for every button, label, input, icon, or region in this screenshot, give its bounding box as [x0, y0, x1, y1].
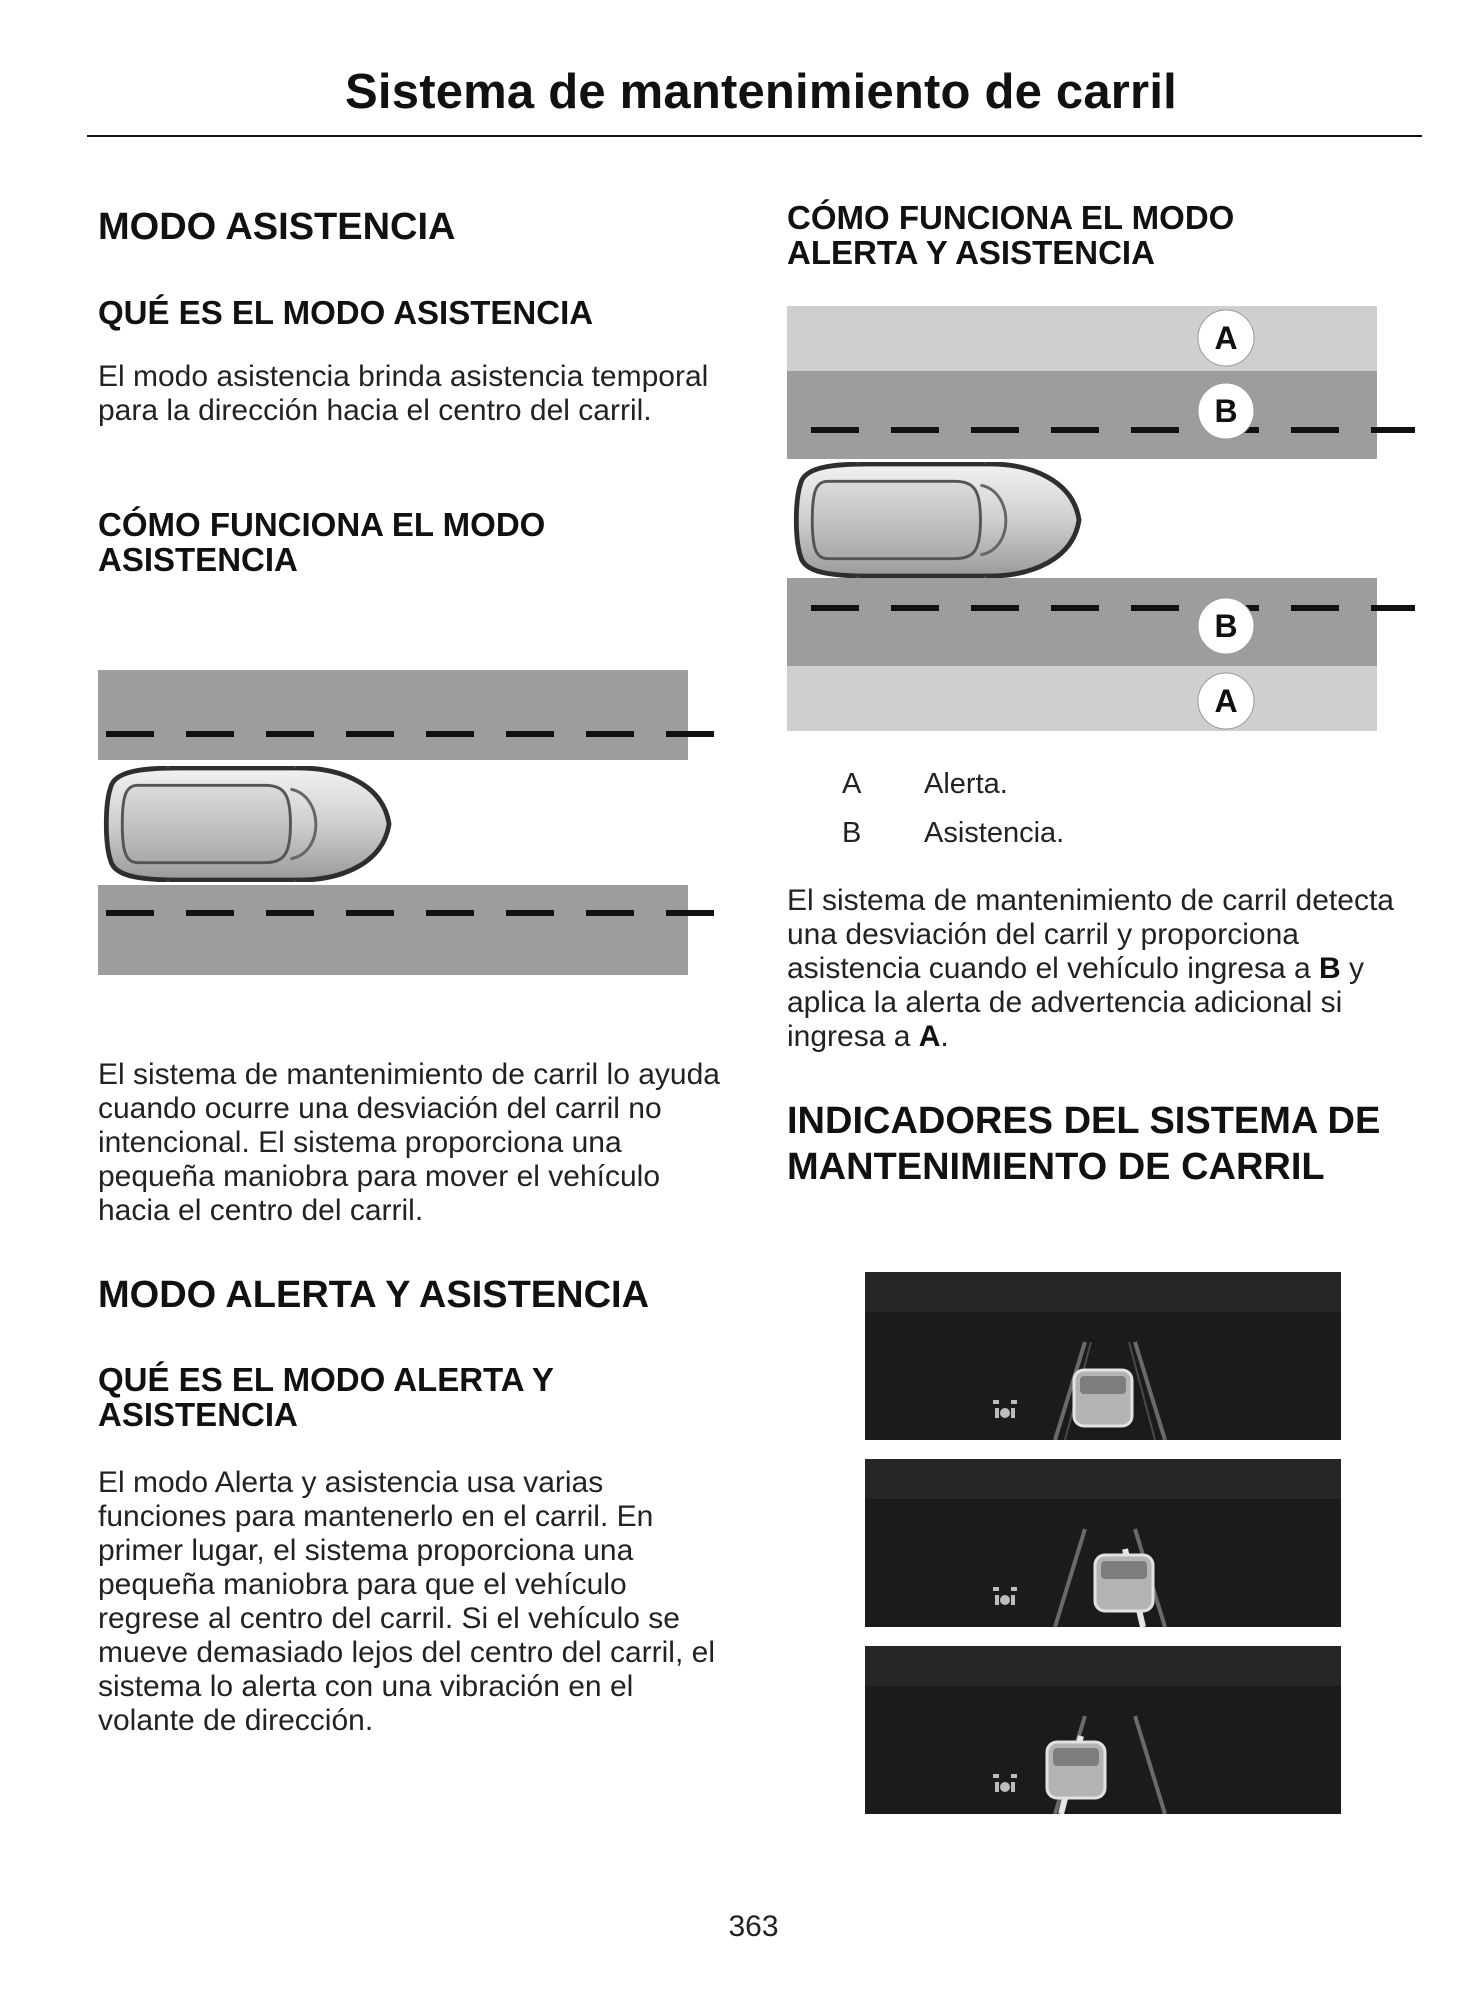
alert-assist-lane-diagram [787, 306, 1417, 731]
legend-key: A [842, 768, 862, 800]
zone-b-top-badge [1198, 383, 1254, 439]
legend-key: B [842, 817, 862, 849]
zone-b-reference: B [1319, 952, 1341, 985]
zone-b-top [787, 371, 1377, 459]
how-assist-heading: CÓMO FUNCIONA EL MODO ASISTENCIA [98, 506, 546, 578]
zone-a-top-badge [1198, 310, 1254, 366]
detection-text-part: El sistema de mantenimiento de carril detecta una desviación del carril y proporciona asistencia cuando el vehículo ingresa a [787, 884, 1394, 985]
zone-a-bottom-badge [1198, 673, 1254, 729]
zone-a-reference: A [918, 1020, 941, 1053]
cluster-display-assist [865, 1459, 1341, 1627]
zone-a-bottom-label: A [1214, 683, 1238, 719]
page-number: 363 [728, 1910, 779, 1943]
zone-b-bottom [787, 578, 1377, 666]
title-divider [87, 135, 1422, 137]
detection-text-part: . [940, 1020, 949, 1053]
alert-assist-heading: MODO ALERTA Y ASISTENCIA [98, 1274, 650, 1316]
zone-b-bottom-badge [1198, 598, 1254, 654]
cluster-display-alert [865, 1646, 1341, 1814]
detection-text [787, 884, 1427, 1054]
legend-text: Alerta. [924, 768, 1008, 800]
zone-a-top-label: A [1214, 320, 1238, 356]
zone-a-top [787, 306, 1377, 371]
what-is-assist-heading: QUÉ ES EL MODO ASISTENCIA [98, 294, 594, 331]
what-is-assist-text: El modo asistencia brinda asistencia temporal para la dirección hacia el centro del carril. [98, 360, 709, 427]
how-assist-text: El sistema de mantenimiento de carril lo ayuda cuando ocurre una desviación del carril no intencional. El sistema proporciona una pequeña maniobra para mover el vehículo hacia el centro del carril. [98, 1058, 720, 1227]
how-alert-heading: CÓMO FUNCIONA EL MODO ALERTA Y ASISTENCIA [787, 199, 1235, 271]
detection-text-part: y aplica la alerta de advertencia adicional si ingresa a [787, 952, 1365, 1053]
zone-a-bottom [787, 666, 1377, 731]
cluster-display-centered [865, 1272, 1341, 1440]
car-icon [796, 456, 1079, 584]
page-title: Sistema de mantenimiento de carril [345, 65, 1177, 119]
assist-lane-diagram [98, 670, 733, 980]
top-lane-shoulder [98, 670, 688, 760]
what-is-alert-text: El modo Alerta y asistencia usa varias funciones para mantenerlo en el carril. En primer lugar, el sistema proporciona una pequeña maniobra para que el vehículo regrese al centro del carril. Si el vehículo se mueve demasiado lejos del centro del carril, el sistema lo alerta con una vibración en el volante de dirección. [98, 1466, 715, 1737]
zone-b-bottom-label: B [1214, 608, 1238, 644]
indicators-heading: INDICADORES DEL SISTEMA DE MANTENIMIENTO DE CARRIL [787, 1100, 1381, 1188]
car-icon [106, 760, 389, 888]
legend-text: Asistencia. [924, 817, 1065, 849]
bottom-lane-shoulder [98, 885, 688, 975]
assist-mode-heading: MODO ASISTENCIA [98, 206, 456, 248]
what-is-alert-heading: QUÉ ES EL MODO ALERTA Y ASISTENCIA [98, 1361, 554, 1433]
zone-b-top-label: B [1214, 393, 1238, 429]
